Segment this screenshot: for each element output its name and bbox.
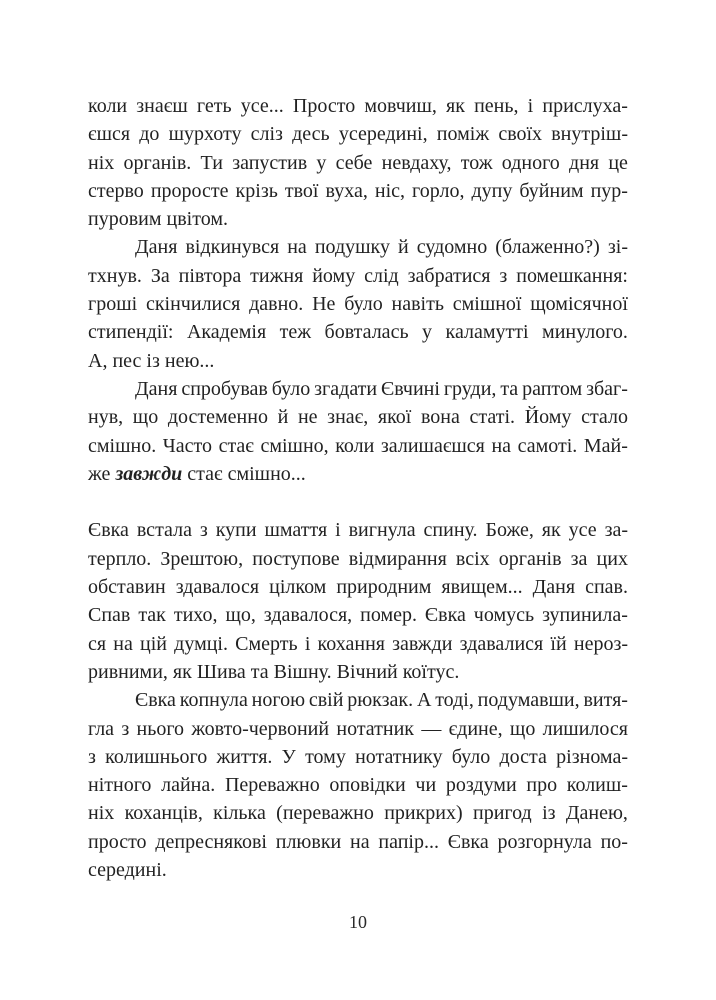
text-line <box>88 828 628 856</box>
word: купи <box>215 519 257 542</box>
word: пригод <box>473 802 532 825</box>
word: усередині, <box>338 123 428 146</box>
word: жовто-червоний <box>191 717 330 740</box>
word: плювки <box>275 830 342 853</box>
word: завжди <box>392 632 453 655</box>
word: цій <box>140 632 167 655</box>
page-number: 10 <box>349 912 367 932</box>
word: Просто <box>292 95 356 117</box>
text-line <box>88 856 628 884</box>
word: тхнув. <box>88 264 142 287</box>
word: дня <box>569 151 600 174</box>
word: цілком <box>269 576 327 599</box>
text-line <box>88 545 628 573</box>
paragraph <box>88 686 628 884</box>
word: не <box>297 406 318 429</box>
word: було <box>344 293 383 316</box>
word: пень, <box>474 95 519 117</box>
word: спав. <box>585 576 628 599</box>
word: прислуха- <box>542 95 628 117</box>
word: Часто <box>162 434 212 457</box>
word: всіх <box>455 547 490 570</box>
word: вона <box>421 406 460 429</box>
word: як <box>541 519 561 542</box>
text-line <box>88 149 628 177</box>
text-line <box>88 177 628 205</box>
text-line <box>88 205 628 233</box>
word: з <box>121 717 130 740</box>
word: що, <box>225 604 256 627</box>
word: як <box>172 660 192 683</box>
word: пес <box>112 349 142 372</box>
word: тихо, <box>173 604 218 627</box>
word: Вічний <box>336 660 398 683</box>
word: по- <box>600 830 628 853</box>
word: оповідки <box>329 774 406 797</box>
word: усе <box>568 519 597 542</box>
word: природним <box>336 576 432 599</box>
word: поміж <box>436 123 490 146</box>
text-line <box>88 630 628 658</box>
word: поступове <box>252 547 340 570</box>
word: смішно... <box>227 462 306 485</box>
word: смішної <box>452 293 522 316</box>
word: йому <box>312 264 356 287</box>
word: щомісячної <box>530 293 628 316</box>
word: знає, <box>327 406 369 429</box>
word: Йому <box>524 406 572 429</box>
word: Шива <box>196 660 246 683</box>
body-text <box>88 92 628 884</box>
text-line <box>88 318 628 346</box>
word: бовталась <box>324 321 409 344</box>
word: ніх <box>88 802 115 825</box>
word: Ти <box>200 151 223 174</box>
word: шмаття <box>264 519 328 542</box>
word: з <box>199 519 208 542</box>
word: усе... <box>240 95 284 117</box>
word: колишнього <box>105 745 208 768</box>
word: прикрих) <box>384 802 463 825</box>
text-line <box>88 262 628 290</box>
word: статі. <box>469 406 516 429</box>
word: кілька <box>213 802 266 825</box>
word: Переважно <box>224 774 320 797</box>
word: на <box>113 632 133 655</box>
text-line <box>88 601 628 629</box>
word: горло, <box>412 179 465 202</box>
word: смішно, <box>260 434 329 457</box>
word: достеменно <box>167 406 268 429</box>
word: Не <box>312 293 336 316</box>
word: Спав <box>88 604 131 627</box>
word: забратися <box>407 264 491 287</box>
word: Данею, <box>565 802 628 825</box>
word: пур- <box>590 179 628 202</box>
text-line <box>88 715 628 743</box>
word: відкинувся <box>185 236 280 259</box>
word: — <box>421 717 442 740</box>
word: подумавши, <box>477 689 580 712</box>
word: згадати <box>314 377 378 400</box>
text-line <box>88 516 628 544</box>
text-line <box>88 375 628 403</box>
word: це <box>608 151 628 174</box>
word: геть <box>196 95 232 117</box>
word: стає <box>218 434 254 457</box>
word: здавалося, <box>263 604 353 627</box>
word: терпло. <box>88 547 152 570</box>
word: крізь <box>235 179 278 202</box>
word: Академія <box>186 321 267 344</box>
word: єдине, <box>448 717 503 740</box>
word: стерво <box>88 179 144 202</box>
text-line <box>88 92 628 120</box>
emphasized-word: завжди <box>115 462 183 485</box>
word: судомно <box>416 236 488 259</box>
word: стало <box>581 406 628 429</box>
word: запустив <box>232 151 308 174</box>
word: органів. <box>123 151 192 174</box>
word: давно. <box>249 293 304 316</box>
word: раптом <box>522 377 583 400</box>
word: стипендії: <box>88 321 174 344</box>
text-line <box>88 347 628 375</box>
word: єшся <box>88 123 131 146</box>
word: обставин <box>88 576 166 599</box>
word: десь <box>292 123 330 146</box>
word: на <box>287 236 307 259</box>
word: на <box>350 830 370 853</box>
word: життя. <box>216 745 273 768</box>
word: чомусь <box>473 604 535 627</box>
word: Боже, <box>485 519 534 542</box>
word: різнома- <box>556 745 628 768</box>
word: явищем... <box>441 576 523 599</box>
word: Євчині <box>381 377 440 400</box>
word: шурхоту <box>168 123 242 146</box>
word: вигнула <box>348 519 416 542</box>
word: півтора <box>178 264 242 287</box>
word: доста <box>499 745 547 768</box>
word: ся <box>88 632 107 655</box>
word: нею... <box>164 349 215 372</box>
word: мовчиш, <box>364 95 437 117</box>
word: з <box>499 264 508 287</box>
word: (блаженно?) <box>495 236 600 259</box>
word: Євка <box>135 689 176 712</box>
word: середині. <box>88 859 167 882</box>
word: (переважно <box>276 802 374 825</box>
word: колиш- <box>566 774 628 797</box>
word: ногою <box>251 689 306 712</box>
word: коли <box>335 434 375 457</box>
word: коїтус. <box>402 660 460 683</box>
word: А, <box>88 349 108 372</box>
word: ніс, <box>374 179 406 202</box>
word: дупу <box>471 179 513 202</box>
word: роздуми <box>445 774 517 797</box>
word: копнула <box>179 689 248 712</box>
word: проросте <box>150 179 229 202</box>
word: зі- <box>607 236 628 259</box>
word: нотатник <box>336 717 415 740</box>
word: спину. <box>423 519 478 542</box>
word: нув, <box>88 406 124 429</box>
word: і <box>335 519 341 542</box>
word: Євка <box>88 519 129 542</box>
word: із <box>146 349 160 372</box>
word: тому <box>305 745 346 768</box>
word: та <box>500 377 519 400</box>
paragraph <box>88 516 628 686</box>
word: себе <box>335 151 373 174</box>
word: із <box>542 802 556 825</box>
word: рюкзак. <box>347 689 414 712</box>
word: було <box>271 377 311 400</box>
word: помешкання: <box>516 264 628 287</box>
word: та <box>250 660 269 683</box>
word: було <box>451 745 491 768</box>
word: й <box>277 406 289 429</box>
word: слід <box>364 264 399 287</box>
word: коли <box>88 95 128 117</box>
word: Вішну. <box>273 660 332 683</box>
word: стає <box>187 462 223 485</box>
word: ривними, <box>88 660 168 683</box>
text-line <box>88 743 628 771</box>
word: нього <box>136 717 185 740</box>
word: одного <box>501 151 560 174</box>
word: кохання <box>317 632 385 655</box>
word: За <box>150 264 170 287</box>
word: подушку <box>314 236 390 259</box>
word: каламутті <box>445 321 529 344</box>
word: здавалося <box>175 576 260 599</box>
word: невдаху, <box>381 151 452 174</box>
word: тижня <box>250 264 304 287</box>
word: з <box>88 745 96 768</box>
word: нероз- <box>573 632 628 655</box>
word: за <box>570 547 588 570</box>
word: Даня <box>532 576 576 599</box>
word: буйним <box>519 179 584 202</box>
word: здавалися <box>459 632 544 655</box>
word: залишаєшся <box>380 434 485 457</box>
word: Даня <box>135 377 178 400</box>
word: й <box>397 236 409 259</box>
text-line <box>88 658 628 686</box>
text-line <box>88 233 628 261</box>
word: розгорнула <box>497 830 592 853</box>
word: їй <box>550 632 567 655</box>
word: відмирання <box>348 547 447 570</box>
word: У <box>281 745 296 768</box>
word: папір... <box>378 830 439 853</box>
word: Май- <box>583 434 628 457</box>
word: А <box>416 689 432 712</box>
word: якої <box>377 406 412 429</box>
word: своїх <box>498 123 543 146</box>
text-line <box>88 771 628 799</box>
word: що <box>132 406 159 429</box>
word: цвітом. <box>166 208 228 231</box>
word: ніх <box>88 151 115 174</box>
paragraph <box>88 375 628 488</box>
word: гроші <box>88 293 138 316</box>
word: скінчилися <box>145 293 241 316</box>
word: нотатнику <box>355 745 443 768</box>
word: зупинила- <box>542 604 628 627</box>
word: як <box>446 95 465 117</box>
word: про <box>526 774 558 797</box>
word: до <box>139 123 160 146</box>
word: просто <box>88 830 147 853</box>
word: Євка <box>447 830 489 853</box>
word: помер. <box>360 604 417 627</box>
text-line <box>88 460 628 488</box>
word: гла <box>88 717 115 740</box>
word: органів <box>498 547 562 570</box>
text-line <box>88 403 628 431</box>
word: депреснякові <box>155 830 267 853</box>
word: і <box>304 632 311 655</box>
word: спробував <box>181 377 268 400</box>
word: Даня <box>135 236 178 259</box>
text-line <box>88 432 628 460</box>
text-line <box>88 686 628 714</box>
word: Смерть <box>235 632 298 655</box>
word: за- <box>604 519 628 542</box>
paragraph <box>88 92 628 233</box>
word: і <box>527 95 534 117</box>
word: сліз <box>250 123 283 146</box>
word: витя- <box>583 689 628 712</box>
word: чи <box>415 774 437 797</box>
text-line <box>88 120 628 148</box>
word: тоді, <box>435 689 474 712</box>
word: теж <box>279 321 312 344</box>
word: вуха, <box>325 179 368 202</box>
word: коханців, <box>124 802 203 825</box>
word: пуровим <box>88 208 162 231</box>
word: цих <box>596 547 628 570</box>
word: минулого. <box>542 321 628 344</box>
word: встала <box>136 519 192 542</box>
word: лишилося <box>542 717 628 740</box>
word: так <box>138 604 166 627</box>
word: твої <box>284 179 319 202</box>
word: збаг- <box>586 377 628 400</box>
word: навіть <box>391 293 444 316</box>
word: лайна. <box>161 774 216 797</box>
word: самоті. <box>517 434 578 457</box>
word: що <box>509 717 536 740</box>
word: Зрештою, <box>160 547 244 570</box>
word: свій <box>308 689 344 712</box>
text-line <box>88 290 628 318</box>
word: смішно. <box>88 434 157 457</box>
word: груди, <box>443 377 497 400</box>
paragraph <box>88 233 628 374</box>
word: внутріш- <box>551 123 628 146</box>
word: у <box>422 321 433 344</box>
word: знаєш <box>136 95 188 117</box>
word: же <box>88 462 111 485</box>
text-line <box>88 573 628 601</box>
word: тож <box>460 151 493 174</box>
word: Євка <box>424 604 466 627</box>
word: на <box>491 434 512 457</box>
text-line <box>88 799 628 827</box>
word: нітного <box>88 774 152 797</box>
word: думці. <box>174 632 228 655</box>
word: у <box>316 151 327 174</box>
